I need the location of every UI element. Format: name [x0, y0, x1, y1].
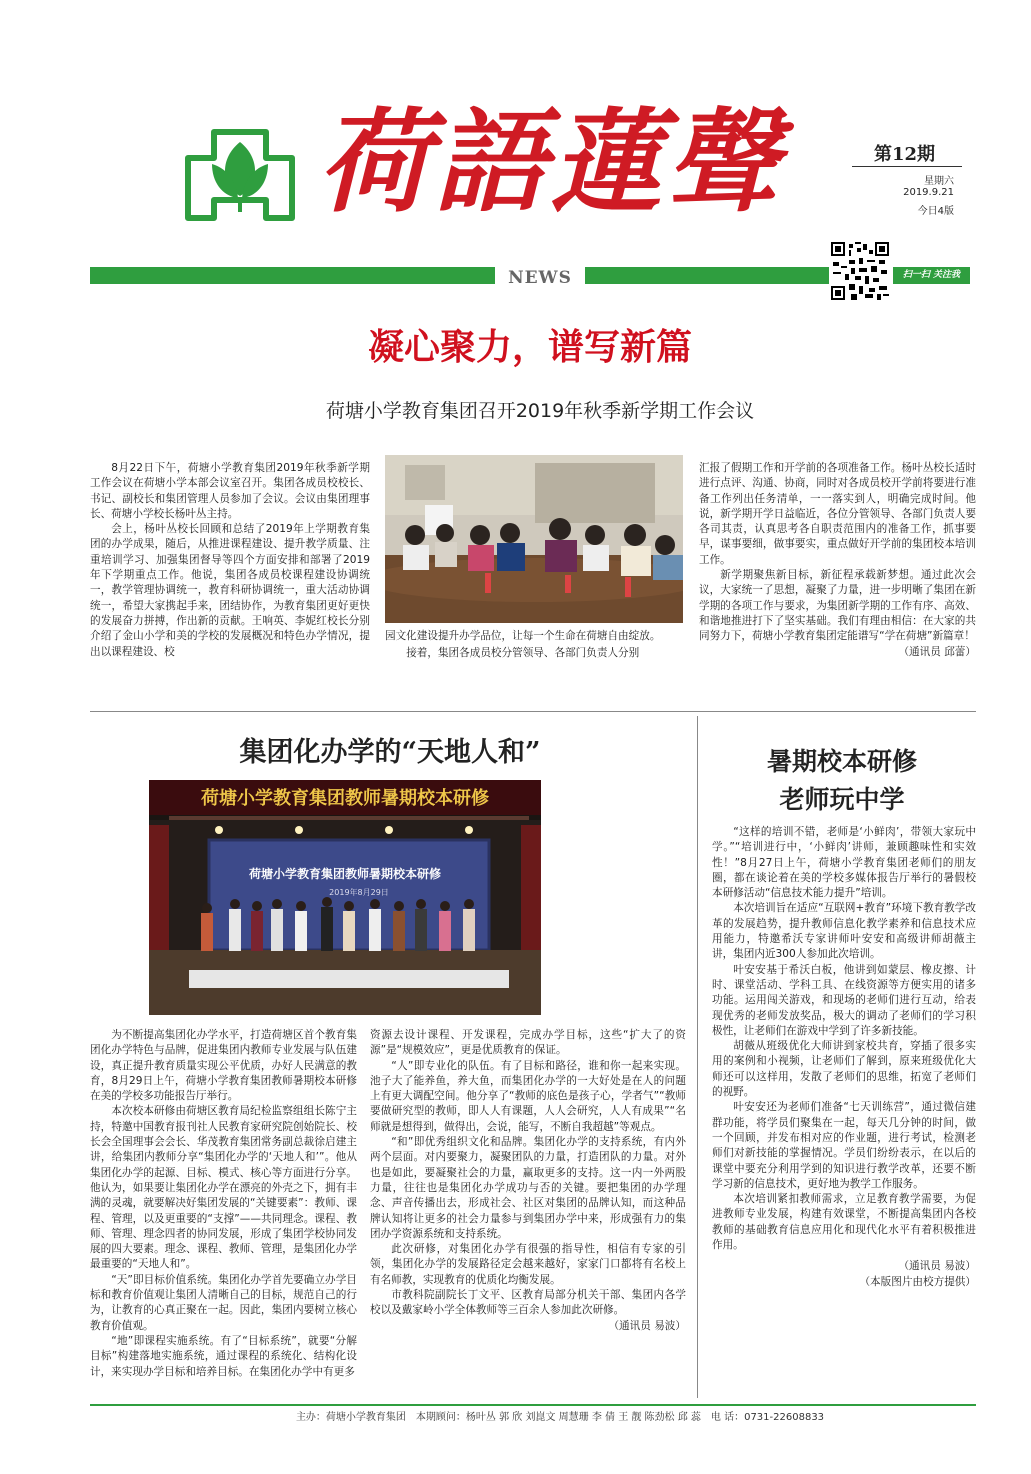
- top-byline: （通讯员 邱蕾）: [898, 645, 976, 658]
- training-photo: [149, 780, 541, 1015]
- middle-col1-para: 为不断提高集团化办学水平，打造荷塘区首个教育集团化办学特色与品牌，促进集团内教师专业发展与队伍建设，真正提升教育质量实现公平优质，办好人民满意的教育，8月29日上午，荷塘小学教育集团教师暑期校本研修在美的学校多功能报告厅举行。: [90, 1029, 357, 1103]
- section-divider: [90, 711, 976, 712]
- top-col3-para: 新学期聚焦新目标，新征程承载新梦想。通过此次会议，大家统一了思想，凝聚了力量，进一步明晰了集团在新学期的各项工作与要求，为集团新学期的工作有序、高效、和谐地推进打下了坚实基础。我们有理由相信：在大家的共同努力下，荷塘小学教育集团定能谱写“学在荷塘”新篇章！: [699, 569, 976, 643]
- middle-col1-para: 本次校本研修由荷塘区教育局纪检监察组组长陈宁主持，特邀中国教育报刊社人民教育家研究院创始院长、校长会全国理事会会长、华茂教育集团常务副总裁徐启建主讲，给集团内教师分享“集团化办学的‘天地人和’”。他从集团化办学的起源、目标、模式、核心等方面进行分享。他认为，如果要让集团化办学在漂亮的外壳之下，拥有丰满的灵魂，就要解决好集团发展的“关键要素”：教师、课程、管理，以及更重要的“支撑”——共同理念。课程、教师、管理、理念四者的协同发展，形成了集团学校协同发展的四大要素。理念、课程、教师、管理，是集团化办学最重要的“天地人和”。: [90, 1105, 357, 1271]
- top-col-3: [699, 461, 976, 706]
- middle-headline: 集团化办学的“天地人和”: [239, 737, 541, 768]
- training-photo-screen-date: 2019年8月29日: [329, 888, 389, 897]
- page-count: 今日4版: [917, 206, 954, 217]
- middle-col2-para: 资源去设计课程、开发课程，完成办学目标，这些“扩大了的资源”是“规模效应”，更是优质教育的保证。: [370, 1029, 686, 1057]
- qr-caption: 扫一扫 关注我: [902, 270, 961, 280]
- right-para: “这样的培训不错，老师是‘小鲜肉’，带领大家玩中学。”“培训进行中，‘小鲜肉’讲师，兼顾趣味性和实效性！”8月27日上午，荷塘小学教育集团老师们的朋友圈，都在谈论着在美的学校多媒体报告厅举行的暑假校本研修活动“信息技术能力提升”培训。: [712, 826, 976, 900]
- top-subhead: 荷塘小学教育集团召开2019年秋季新学期工作会议: [325, 400, 755, 422]
- news-label: NEWS: [508, 268, 572, 288]
- lotus-logo-icon: [182, 118, 298, 226]
- training-photo-banner: 荷塘小学教育集团教师暑期校本研修: [201, 788, 489, 809]
- right-headline-1: 暑期校本研修: [766, 747, 917, 776]
- middle-byline: （通讯员 易波）: [608, 1319, 686, 1332]
- meeting-photo: [385, 455, 683, 623]
- top-col2-para: 园文化建设提升办学品位，让每一个生命在荷塘自由绽放。: [385, 630, 661, 642]
- masthead: [0, 0, 1031, 300]
- middle-col2-para: “人”即专业化的队伍。有了目标和路径，谁和你一起来实现。池子大了能养鱼，养大鱼，而集团化办学的一大好处是在人的问题上有更大调配空间。他分享了“教师的底色是孩子心，学者气”“教师要做研究型的教师，即人人有课题，人人会研究，人人有成果”“名师就是想得到，做得出，会说，能写，不断自我超越”等观点。: [370, 1059, 686, 1133]
- middle-col1-para: “地”即课程实施系统。有了“目标系统”，就要“分解目标”构建落地实施系统，通过课程的系统化、结构化设计，来实现办学目标和培养目标。在集团化办学中有更多: [90, 1334, 357, 1378]
- middle-col2-para: 此次研修，对集团化办学有很强的指导性，相信有专家的引领，集团化办学的发展路径定会越来越好，家家门口都将有名校上有名师教，实现教育的优质化均衡发展。: [370, 1243, 686, 1286]
- issue-divider: [852, 166, 962, 167]
- footer-info: 主办：荷塘小学教育集团 本期顾问：杨叶丛 郭 欣 刘崑文 周慧珊 李 倩 王 靓 陈劲松 邱 蕊 电 话：0731-22608833: [295, 1412, 825, 1423]
- right-col: [712, 825, 976, 1401]
- right-para: 本次培训旨在适应“互联网+教育”环境下教育教学改革的发展趋势，提升教师信息化教学素养和信息技术应用能力，特邀希沃专家讲师叶安安和高级讲师胡薇主讲，集团内近300人参加此次培训。: [712, 902, 976, 961]
- right-byline: （通讯员 易波）: [898, 1260, 976, 1273]
- top-col3-para: 汇报了假期工作和开学前的各项准备工作。杨叶丛校长适时进行点评、沟通、协商，同时对各成员校开学前将要进行准备工作列出任务清单，一一落实到人，明确完成时间。他说，新学期开学日益临近，各位分管领导、各部门负责人要各司其责，认真思考各自职责范围内的准备工作，抓事要早，谋事要细，做事要实，重点做好开学前的集团校本培训工作。: [699, 462, 976, 566]
- weekday: 星期六: [924, 176, 954, 187]
- masthead-green-bar-left: [90, 267, 495, 284]
- middle-col-1: [90, 1028, 357, 1393]
- masthead-green-bar-right: [585, 267, 829, 284]
- top-col1-para: 8月22日下午，荷塘小学教育集团2019年秋季新学期工作会议在荷塘小学本部会议室召开。集团各成员校校长、书记、副校长和集团管理人员参加了会议。会议由集团理事长、荷塘小学校长杨叶丛主持。: [90, 462, 370, 520]
- right-headline-2: 老师玩中学: [779, 785, 905, 814]
- top-col-2: [385, 629, 683, 689]
- column-divider: [697, 716, 698, 1398]
- right-para: 叶安安基于希沃白板，他讲到如蒙层、橡皮擦、计时、课堂活动、学科工具、在线资源等方便实用的诸多功能。运用闯关游戏，和现场的老师们进行互动，给表现优秀的老师发放奖品，极大的调动了老师们的学习积极性，让老师们在游戏中学到了许多新技能。: [712, 963, 976, 1037]
- qr-caption-bar: [893, 267, 970, 284]
- footer-rule: [90, 1404, 976, 1406]
- top-col1-para: 会上，杨叶丛校长回顾和总结了2019年上学期教育集团的办学成果，随后，从推进课程建设、提升教学质量、注重培训学习、加强集团督导等四个方面安排和部署了2019年下学期重点工作。他说，集团各成员校课程建设协调统一，教学管理协调统一，教育科研协调统一，重大活动协调统一，希望大家携起手来，团结协作，为教育集团更好更快的发展奋力拼搏，作出新的贡献。王响英、李妮红校长分别介绍了金山小学和美的学校的发展概况和特色办学情况，提出以课程建设、校: [90, 523, 370, 658]
- top-headline: 凝心聚力，谱写新篇: [367, 327, 692, 368]
- middle-col-2: [370, 1028, 686, 1393]
- top-col-1: [90, 461, 370, 691]
- issue-label: 第12期: [874, 144, 936, 165]
- top-col2-para: 接着，集团各成员校分管领导、各部门负责人分别: [406, 647, 640, 660]
- issue-date: 2019.9.21: [903, 187, 954, 198]
- photo-credit: （本版图片由校方提供）: [859, 1275, 976, 1288]
- training-photo-screen-title: 荷塘小学教育集团教师暑期校本研修: [248, 867, 442, 881]
- qr-code-icon: [831, 242, 889, 300]
- right-para: 叶安安还为老师们准备“七天训练营”，通过微信建群功能，将学员们聚集在一起，每天几分钟的时间，做一个回顾，并发布相对应的作业题，进行考试，检测老师们对新技能的掌握情况。学员们纷纷表示，在以后的课堂中要充分利用学到的知识进行教学改革，还要不断学习新的信息技术，更好地为教学工作服务。: [712, 1101, 976, 1190]
- masthead-title: 荷語蓮聲: [318, 97, 782, 228]
- right-para: 本次培训紧扣教师需求，立足教育教学需要，为促进教师专业发展，构建有效课堂，不断提高集团内各校教师的基础教育信息应用化和现代化水平有着积极推进作用。: [712, 1193, 976, 1252]
- middle-col2-para: “和”即优秀组织文化和品牌。集团化办学的支持系统，有内外两个层面。对内要聚力，凝聚团队的力量，打造团队的力量。对外也是如此，要凝聚社会的力量，赢取更多的支持。这一内一外两股力量，往往也是集团化办学成功与否的关键。要把集团的办学理念、声音传播出去，形成社会、社区对集团的品牌认知，而这种品牌认知将让更多的社会力量参与到集团办学中来，形成强有力的集团办学资源系统和支持系统。: [370, 1136, 686, 1240]
- right-para: 胡薇从班级优化大师讲到家校共育，穿插了很多实用的案例和小视频，让老师们了解到，原来班级优化大师还可以这样用，发散了老师们的思维，拓宽了老师们的视野。: [712, 1040, 976, 1099]
- middle-col2-para: 市教科院副院长丁文平、区教育局部分机关干部、集团内各学校以及戴家岭小学全体教师等三百余人参加此次研修。: [370, 1289, 686, 1317]
- middle-col1-para: “天”即目标价值系统。集团化办学首先要确立办学目标和教育价值观让集团人清晰自己的目标，规范自己的行为，让教育的心真正聚在一起。因此，集团内要树立核心教育价值观。: [90, 1273, 357, 1332]
